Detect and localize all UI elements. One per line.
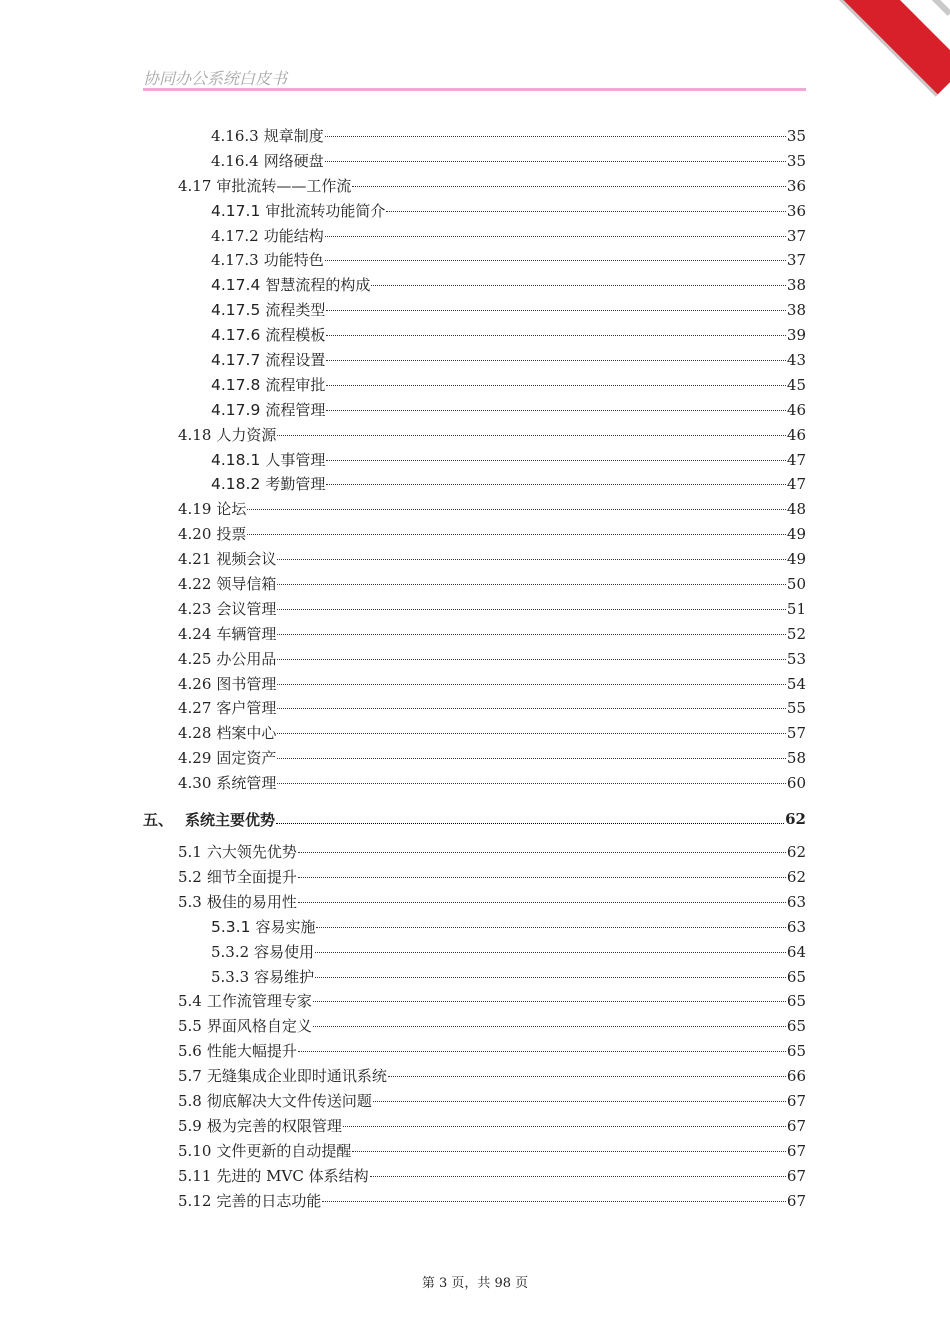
toc-entry-title: 视频会议 <box>216 550 277 569</box>
toc-page-number: 36 <box>786 176 806 195</box>
toc-entry[interactable] <box>143 548 806 573</box>
toc-entry-number: 5.3 <box>178 892 202 911</box>
toc-dot-leader <box>325 161 786 162</box>
toc-entry[interactable] <box>143 697 806 722</box>
toc-dot-leader <box>298 902 786 903</box>
toc-entry-number: 5.4 <box>178 992 202 1011</box>
toc-page-number: 67 <box>786 1116 806 1135</box>
toc-dot-leader <box>313 1001 786 1002</box>
toc-page-number: 53 <box>786 649 806 668</box>
toc-entry[interactable] <box>143 1190 806 1215</box>
toc-page-number: 58 <box>786 749 806 768</box>
toc-page-number: 57 <box>786 724 806 743</box>
toc-entry-number: 5.10 <box>178 1141 212 1160</box>
toc-dot-leader <box>326 360 786 361</box>
toc-page-number: 51 <box>786 599 806 618</box>
toc-entry[interactable] <box>143 324 806 349</box>
toc-entry-number: 4.28 <box>178 724 212 743</box>
toc-entry-number: 4.17.8 <box>211 375 261 394</box>
toc-page-number: 39 <box>786 326 806 345</box>
toc-entry[interactable] <box>143 1115 806 1140</box>
toc-entry-number: 5.1 <box>178 843 202 862</box>
toc-entry[interactable] <box>143 841 806 866</box>
toc-entry-title: 流程设置 <box>265 351 326 370</box>
toc-dot-leader <box>315 952 786 953</box>
toc-entry[interactable] <box>143 225 806 250</box>
toc-entry-title: 彻底解决大文件传送问题 <box>206 1091 372 1110</box>
toc-page-number: 35 <box>786 151 806 170</box>
toc-entry-title: 人事管理 <box>265 450 326 469</box>
toc-entry[interactable] <box>143 249 806 274</box>
toc-page-number: 52 <box>786 624 806 643</box>
toc-entry-number: 4.17.6 <box>211 326 261 345</box>
toc-entry-title: 极佳的易用性 <box>206 892 297 911</box>
toc-entry-number: 4.18.1 <box>211 450 261 469</box>
toc-page-number: 64 <box>786 942 806 961</box>
toc-page-number: 62 <box>786 867 806 886</box>
toc-entry[interactable] <box>143 424 806 449</box>
page-footer: 第 3 页，共 98 页 <box>421 1276 529 1291</box>
toc-entry-title: 审批流转功能简介 <box>265 201 386 220</box>
toc-dot-leader <box>313 1026 786 1027</box>
toc-page-number: 36 <box>786 201 806 220</box>
toc-page-number: 67 <box>786 1091 806 1110</box>
toc-dot-leader <box>352 186 785 187</box>
toc-page-number: 37 <box>786 226 806 245</box>
toc-dot-leader <box>325 236 786 237</box>
toc-entry-title: 流程审批 <box>265 375 326 394</box>
toc-dot-leader <box>326 460 786 461</box>
toc-page-number: 67 <box>786 1166 806 1185</box>
toc-entry-number: 4.27 <box>178 699 212 718</box>
toc-entry-title: 性能大幅提升 <box>206 1042 297 1061</box>
toc-page-number: 65 <box>786 1017 806 1036</box>
toc-dot-leader <box>373 1101 786 1102</box>
toc-dot-leader <box>277 435 785 436</box>
toc-entry[interactable] <box>143 1140 806 1165</box>
toc-dot-leader <box>277 758 785 759</box>
toc-dot-leader <box>370 1176 786 1177</box>
toc-dot-leader <box>325 136 786 137</box>
toc-page-number: 67 <box>786 1141 806 1160</box>
toc-entry-title: 车辆管理 <box>216 624 277 643</box>
toc-entry-number: 4.22 <box>178 575 212 594</box>
toc-entry[interactable] <box>143 891 806 916</box>
toc-page-number: 65 <box>786 992 806 1011</box>
toc-entry-title: 会议管理 <box>216 599 277 618</box>
toc-dot-leader <box>326 484 786 485</box>
toc-entry-number: 4.19 <box>178 500 212 519</box>
toc-entry[interactable] <box>143 990 806 1015</box>
toc-dot-leader <box>371 285 786 286</box>
toc-entry[interactable] <box>143 1015 806 1040</box>
toc-entry-title: 无缝集成企业即时通讯系统 <box>206 1067 387 1086</box>
toc-page-number: 62 <box>786 843 806 862</box>
toc-entry-number: 4.21 <box>178 550 212 569</box>
toc-entry-title: 功能特色 <box>263 251 324 270</box>
toc-entry-number: 5.6 <box>178 1042 202 1061</box>
toc-entry-title: 系统管理 <box>216 774 277 793</box>
toc-chapter-entry[interactable] <box>143 797 806 841</box>
toc-entry-title: 客户管理 <box>216 699 277 718</box>
toc-entry-number: 4.20 <box>178 525 212 544</box>
toc-entry[interactable] <box>143 673 806 698</box>
toc-page-number: 60 <box>786 774 806 793</box>
toc-entry-title: 网络硬盘 <box>263 151 324 170</box>
toc-entry[interactable] <box>143 598 806 623</box>
table-of-contents <box>143 125 806 1214</box>
toc-entry[interactable] <box>143 349 806 374</box>
toc-entry-title: 档案中心 <box>216 724 277 743</box>
toc-page-number: 65 <box>786 1042 806 1061</box>
toc-entry-title: 办公用品 <box>216 649 277 668</box>
toc-entry-number: 4.29 <box>178 749 212 768</box>
toc-entry[interactable] <box>143 623 806 648</box>
toc-entry-number: 4.16.3 <box>211 127 259 145</box>
toc-entry[interactable] <box>143 125 806 150</box>
toc-entry-title: 细节全面提升 <box>206 867 297 886</box>
toc-entry[interactable] <box>143 1040 806 1065</box>
toc-page-number: 48 <box>786 500 806 519</box>
toc-entry-number: 5.11 <box>178 1166 212 1185</box>
toc-entry-number: 5.3.2 <box>211 942 250 961</box>
toc-entry-title: 固定资产 <box>216 749 277 768</box>
toc-entry-number: 4.26 <box>178 674 212 693</box>
toc-dot-leader <box>325 260 786 261</box>
toc-entry-number: 5.7 <box>178 1067 202 1086</box>
toc-entry-title: 容易维护 <box>254 967 315 986</box>
toc-entry-title: 领导信箱 <box>216 575 277 594</box>
toc-entry[interactable] <box>143 866 806 891</box>
toc-entry-number: 5.9 <box>178 1116 202 1135</box>
toc-entry[interactable] <box>143 1090 806 1115</box>
toc-dot-leader <box>276 823 784 824</box>
toc-page-number: 55 <box>786 699 806 718</box>
toc-page-number: 63 <box>786 892 806 911</box>
toc-entry[interactable] <box>143 772 806 797</box>
toc-entry-title: 容易实施 <box>255 917 316 936</box>
toc-dot-leader <box>386 211 786 212</box>
toc-entry-title: 流程模板 <box>265 326 326 345</box>
toc-entry-title: 人力资源 <box>216 425 277 444</box>
toc-page-number: 54 <box>786 674 806 693</box>
toc-entry-number: 4.24 <box>178 624 212 643</box>
toc-dot-leader <box>388 1076 786 1077</box>
toc-page-number: 38 <box>786 301 806 320</box>
toc-entry-title: 流程管理 <box>265 400 326 419</box>
toc-entry-title: 容易使用 <box>254 942 315 961</box>
toc-entry-number: 4.17.4 <box>211 276 261 295</box>
toc-entry-title: 审批流转——工作流 <box>216 176 352 195</box>
toc-entry-number: 4.17 <box>178 176 212 195</box>
toc-entry-title: 流程类型 <box>265 301 326 320</box>
toc-page-number: 65 <box>786 967 806 986</box>
toc-dot-leader <box>315 977 786 978</box>
toc-page-number: 45 <box>786 375 806 394</box>
toc-page-number: 47 <box>786 450 806 469</box>
toc-dot-leader <box>277 783 785 784</box>
toc-dot-leader <box>352 1151 785 1152</box>
toc-entry-number: 4.17.5 <box>211 301 261 320</box>
toc-entry-number: 4.23 <box>178 599 212 618</box>
toc-dot-leader <box>326 310 786 311</box>
toc-entry-number: 4.17.2 <box>211 226 259 245</box>
toc-dot-leader <box>298 1051 786 1052</box>
toc-entry-title: 图书管理 <box>216 674 277 693</box>
toc-entry[interactable] <box>143 299 806 324</box>
toc-entry-number: 4.17.7 <box>211 351 261 370</box>
toc-entry-title: 极为完善的权限管理 <box>206 1116 342 1135</box>
toc-page-number: 63 <box>786 917 806 936</box>
toc-entry[interactable] <box>143 274 806 299</box>
toc-entry-number: 5.12 <box>178 1191 212 1210</box>
toc-entry[interactable] <box>143 573 806 598</box>
toc-entry[interactable] <box>143 175 806 200</box>
toc-entry-title: 考勤管理 <box>265 475 326 494</box>
toc-page-number: 67 <box>786 1191 806 1210</box>
toc-dot-leader <box>326 385 786 386</box>
toc-entry[interactable] <box>143 966 806 991</box>
toc-entry-title: 文件更新的自动提醒 <box>216 1141 352 1160</box>
toc-entry-title: 投票 <box>216 525 247 544</box>
toc-dot-leader <box>322 1201 785 1202</box>
toc-dot-leader <box>277 659 785 660</box>
toc-page-number: 46 <box>786 400 806 419</box>
toc-page-number: 43 <box>786 351 806 370</box>
toc-dot-leader <box>326 335 786 336</box>
toc-page-number: 38 <box>786 276 806 295</box>
toc-entry-title: 规章制度 <box>263 127 324 145</box>
toc-entry-number: 4.17.3 <box>211 251 259 270</box>
toc-entry-number: 4.18 <box>178 425 212 444</box>
toc-entry-title: 系统主要优势 <box>185 810 276 829</box>
toc-entry[interactable] <box>143 473 806 498</box>
toc-entry[interactable] <box>143 722 806 747</box>
toc-page-number: 46 <box>786 425 806 444</box>
toc-entry[interactable] <box>143 916 806 941</box>
toc-entry[interactable] <box>143 941 806 966</box>
toc-dot-leader <box>326 410 786 411</box>
corner-ribbon <box>830 0 950 96</box>
toc-page-number: 49 <box>786 525 806 544</box>
toc-entry-title: 工作流管理专家 <box>206 992 312 1011</box>
toc-entry[interactable] <box>143 150 806 175</box>
toc-entry[interactable] <box>143 399 806 424</box>
toc-entry-number: 4.18.2 <box>211 475 261 494</box>
toc-dot-leader <box>247 509 785 510</box>
toc-page-number: 37 <box>786 251 806 270</box>
toc-entry[interactable] <box>143 1165 806 1190</box>
toc-entry-number: 5.3.1 <box>211 917 251 936</box>
toc-dot-leader <box>277 684 785 685</box>
toc-page-number: 47 <box>786 475 806 494</box>
toc-dot-leader <box>277 609 785 610</box>
toc-entry-number: 5.8 <box>178 1091 202 1110</box>
toc-entry[interactable] <box>143 200 806 225</box>
header-rule <box>143 88 806 91</box>
toc-entry[interactable] <box>143 747 806 772</box>
toc-page-number: 49 <box>786 550 806 569</box>
document-header: 协同办公系统白皮书 <box>143 69 288 88</box>
toc-entry-number: 五、 <box>143 810 174 829</box>
toc-entry-number: 4.30 <box>178 774 212 793</box>
toc-entry-number: 4.16.4 <box>211 151 259 170</box>
toc-page-number: 35 <box>786 127 806 145</box>
toc-page-number: 66 <box>786 1067 806 1086</box>
toc-entry-title: 智慧流程的构成 <box>265 276 371 295</box>
toc-entry[interactable] <box>143 498 806 523</box>
toc-entry-number: 4.17.1 <box>211 201 261 220</box>
toc-dot-leader <box>298 877 786 878</box>
toc-dot-leader <box>277 584 785 585</box>
toc-dot-leader <box>277 559 785 560</box>
toc-entry-number: 5.2 <box>178 867 202 886</box>
toc-entry-title: 界面风格自定义 <box>206 1017 312 1036</box>
toc-page-number: 62 <box>785 810 806 829</box>
toc-dot-leader <box>277 733 785 734</box>
toc-entry[interactable] <box>143 1065 806 1090</box>
toc-entry[interactable] <box>143 523 806 548</box>
toc-entry-title: 功能结构 <box>263 226 324 245</box>
toc-dot-leader <box>277 708 785 709</box>
toc-dot-leader <box>343 1126 786 1127</box>
toc-dot-leader <box>316 927 785 928</box>
toc-entry[interactable] <box>143 449 806 474</box>
toc-entry-number: 5.5 <box>178 1017 202 1036</box>
toc-dot-leader <box>277 634 785 635</box>
toc-entry-title: 六大领先优势 <box>206 843 297 862</box>
toc-entry-number: 5.3.3 <box>211 967 250 986</box>
toc-entry[interactable] <box>143 374 806 399</box>
toc-entry[interactable] <box>143 648 806 673</box>
toc-dot-leader <box>247 534 785 535</box>
toc-entry-title: 论坛 <box>216 500 247 519</box>
toc-dot-leader <box>298 852 786 853</box>
toc-entry-title: 完善的日志功能 <box>216 1191 322 1210</box>
toc-entry-number: 4.25 <box>178 649 212 668</box>
toc-entry-number: 4.17.9 <box>211 400 261 419</box>
toc-entry-title: 先进的 MVC 体系结构 <box>216 1166 369 1185</box>
toc-page-number: 50 <box>786 575 806 594</box>
